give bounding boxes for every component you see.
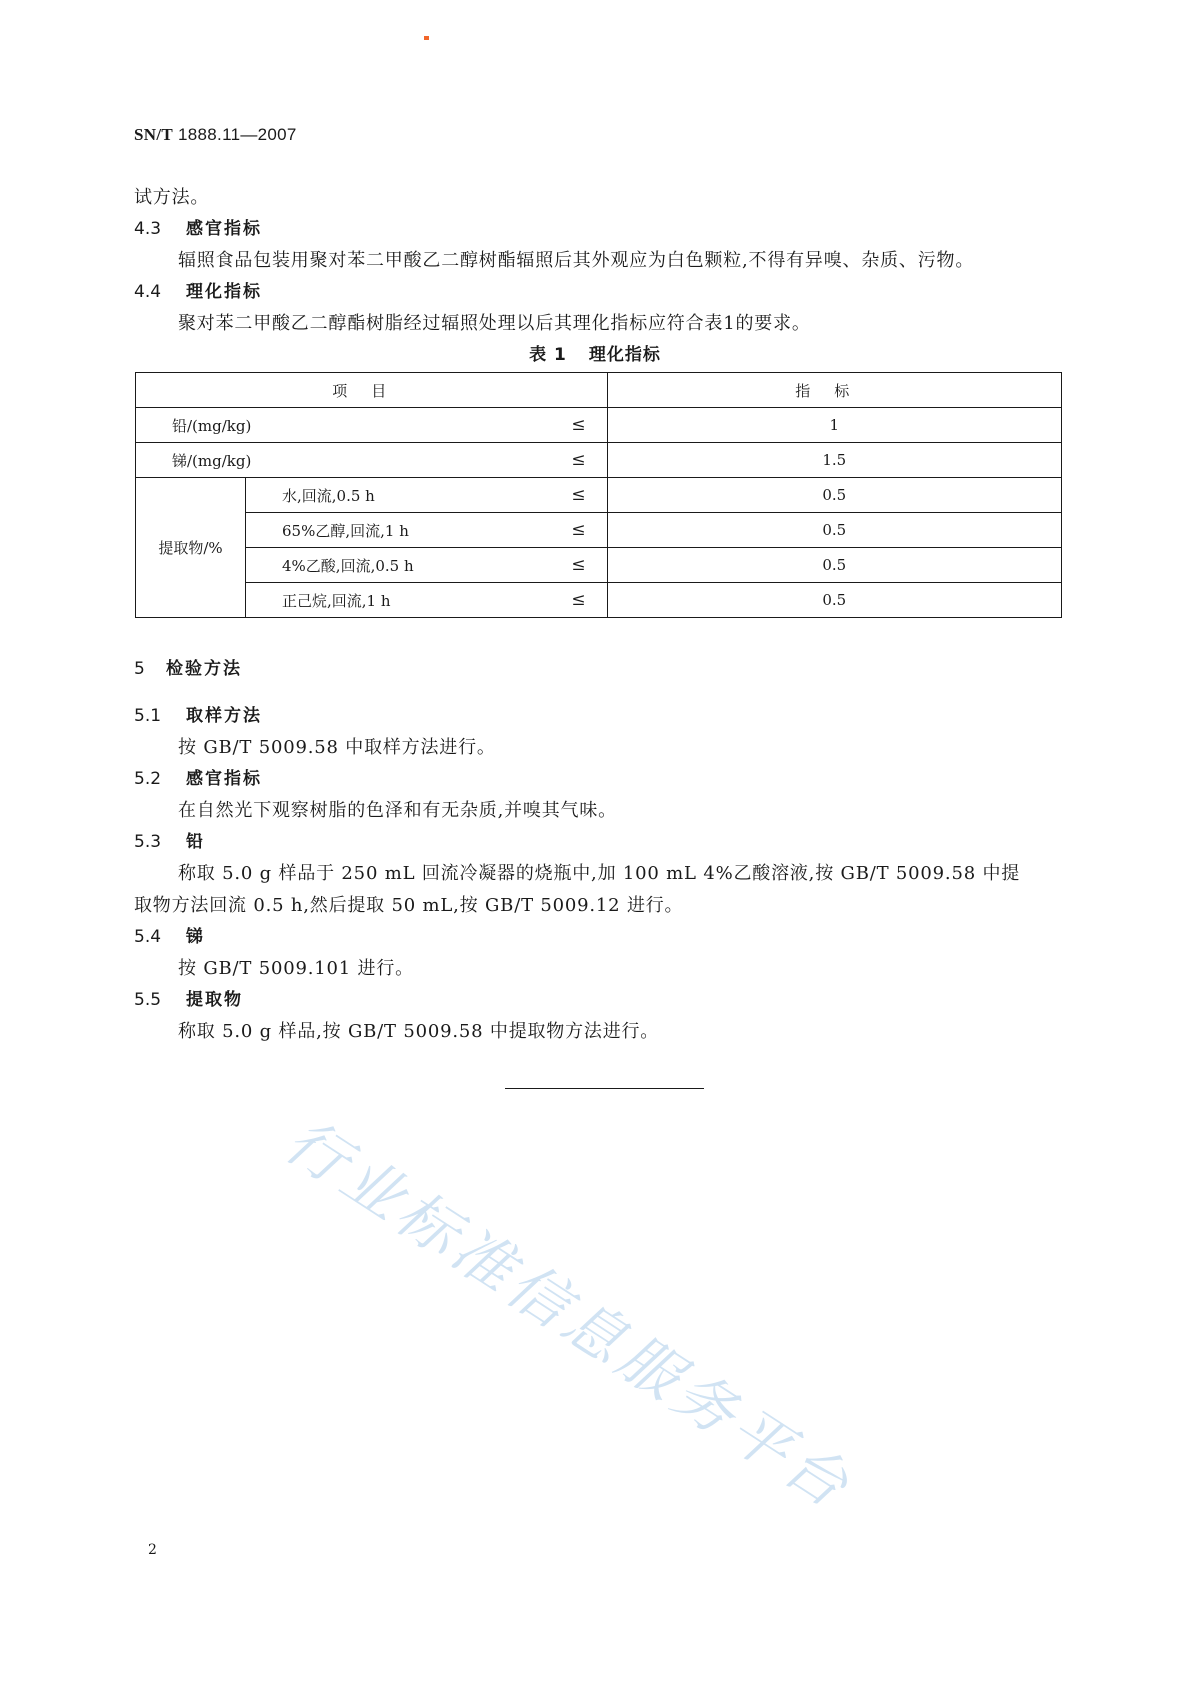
end-rule: [505, 1088, 704, 1089]
table-row: [136, 513, 1062, 548]
table-row: [136, 443, 1062, 478]
heading-4-4: [134, 277, 262, 302]
less-equal-sign: ≤: [551, 478, 608, 513]
heading-title: 感官指标: [186, 219, 262, 239]
heading-title: 铅: [186, 832, 205, 852]
row-value: 0.5: [607, 583, 1062, 618]
table-caption: [0, 340, 1190, 365]
paragraph-4-3: 辐照食品包装用聚对苯二甲酸乙二醇树酯辐照后其外观应为白色颗粒,不得有异嗅、杂质、污物。: [178, 250, 975, 271]
row-value: 0.5: [607, 513, 1062, 548]
heading-number: 4.3: [134, 219, 162, 239]
heading-number: 5.2: [134, 769, 162, 789]
row-item: 水,回流,0.5 h: [246, 478, 551, 513]
table-caption-title: 理化指标: [588, 345, 661, 365]
continued-text: 试方法。: [134, 187, 210, 208]
table-row: [136, 478, 1062, 513]
heading-5: [134, 654, 242, 679]
heading-5-1: [134, 701, 262, 726]
group-label: 提取物/%: [136, 478, 246, 618]
heading-number: 5.5: [134, 990, 162, 1010]
column-header-value: 指标: [607, 373, 1062, 408]
less-equal-sign: ≤: [551, 583, 608, 618]
row-item: 4%乙酸,回流,0.5 h: [246, 548, 551, 583]
heading-number: 5.3: [134, 832, 162, 852]
row-item: 65%乙醇,回流,1 h: [246, 513, 551, 548]
orange-mark: [424, 36, 429, 40]
paragraph-5-2: 在自然光下观察树脂的色泽和有无杂质,并嗅其气味。: [178, 800, 617, 821]
heading-number: 4.4: [134, 282, 162, 302]
heading-title: 理化指标: [186, 282, 262, 302]
row-item: 铅/(mg/kg): [136, 408, 551, 443]
heading-number: 5.1: [134, 706, 162, 726]
table-row: [136, 583, 1062, 618]
heading-number: 5.4: [134, 927, 162, 947]
table-header-row: [136, 373, 1062, 408]
page-number: 2: [148, 1542, 157, 1558]
less-equal-sign: ≤: [551, 548, 608, 583]
heading-title: 提取物: [186, 990, 243, 1010]
heading-5-3: [134, 827, 205, 852]
heading-title: 感官指标: [186, 769, 262, 789]
standard-code: [134, 125, 297, 145]
paragraph-5-3-line2: 取物方法回流 0.5 h,然后提取 50 mL,按 GB/T 5009.12 进行。: [134, 895, 684, 916]
spec-table: [135, 372, 1062, 618]
less-equal-sign: ≤: [551, 443, 608, 478]
column-header-item: 项目: [136, 373, 608, 408]
standard-code-number: 1888.11—2007: [178, 125, 297, 144]
table-row: [136, 548, 1062, 583]
heading-5-2: [134, 764, 262, 789]
paragraph-5-3-line1: 称取 5.0 g 样品于 250 mL 回流冷凝器的烧瓶中,加 100 mL 4%乙酸溶液,按 GB/T 5009.58 中提: [178, 863, 1021, 884]
heading-5-5: [134, 985, 243, 1010]
paragraph-4-4: 聚对苯二甲酸乙二醇酯树脂经过辐照处理以后其理化指标应符合表1的要求。: [178, 313, 811, 334]
standard-code-prefix: SN/T: [134, 125, 173, 144]
less-equal-sign: ≤: [551, 408, 608, 443]
row-value: 0.5: [607, 478, 1062, 513]
row-value: 1.5: [607, 443, 1062, 478]
heading-5-4: [134, 922, 205, 947]
heading-title: 取样方法: [186, 706, 262, 726]
heading-title: 检验方法: [166, 659, 242, 679]
watermark: 行业标准信息服务平台: [272, 1105, 865, 1525]
heading-title: 锑: [186, 927, 205, 947]
heading-4-3: [134, 214, 262, 239]
paragraph-5-5: 称取 5.0 g 样品,按 GB/T 5009.58 中提取物方法进行。: [178, 1021, 660, 1042]
less-equal-sign: ≤: [551, 513, 608, 548]
table-row: [136, 408, 1062, 443]
paragraph-5-4: 按 GB/T 5009.101 进行。: [178, 958, 414, 979]
table-caption-number: 表 1: [529, 345, 567, 365]
row-item: 正己烷,回流,1 h: [246, 583, 551, 618]
row-value: 1: [607, 408, 1062, 443]
heading-number: 5: [134, 659, 145, 679]
row-value: 0.5: [607, 548, 1062, 583]
row-item: 锑/(mg/kg): [136, 443, 551, 478]
paragraph-5-1: 按 GB/T 5009.58 中取样方法进行。: [178, 737, 496, 758]
